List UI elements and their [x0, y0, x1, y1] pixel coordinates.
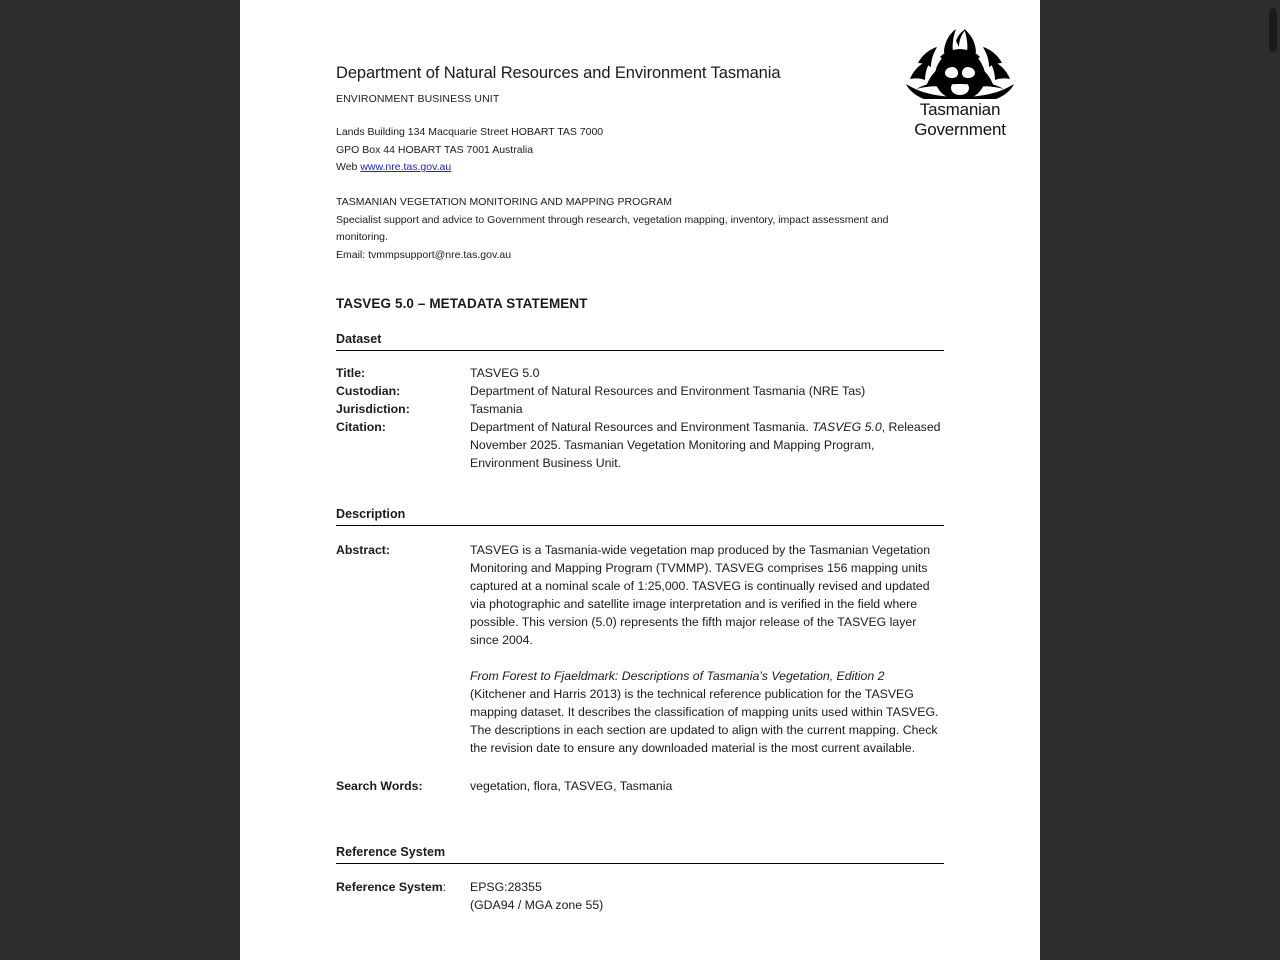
- reference-system-label-text: Reference System: [336, 880, 443, 894]
- citation-tail: , Released November 2025. Tasmanian Vegetation Monitoring and Mapping Program, Environment Business Unit.: [470, 420, 941, 470]
- reference-system-epsg: EPSG:28355: [470, 880, 542, 894]
- tasmanian-government-logo: [900, 27, 1020, 139]
- row-value-abstract: [470, 541, 942, 757]
- section-heading-reference-system: Reference System: [336, 845, 944, 864]
- row-value-custodian: Department of Natural Resources and Environment Tasmania (NRE Tas): [470, 384, 866, 398]
- web-prefix: Web: [336, 161, 361, 173]
- row-value-citation: [470, 418, 944, 472]
- table-row: [336, 364, 944, 382]
- row-label-title: Title:: [336, 366, 366, 380]
- section-heading-dataset: Dataset: [336, 332, 944, 351]
- row-label-search-words: Search Words:: [336, 779, 423, 793]
- row-label-abstract: Abstract:: [336, 543, 390, 557]
- abstract-reference-title: From Forest to Fjaeldmark: Descriptions of Tasmania’s Vegetation, Edition 2: [470, 669, 885, 683]
- reference-system-label-colon: :: [442, 880, 447, 894]
- table-row: [336, 777, 944, 795]
- row-value-search-words: vegetation, flora, TASVEG, Tasmania: [470, 779, 673, 793]
- reference-system-rows: [336, 878, 944, 914]
- citation-italic-title: TASVEG 5.0: [812, 420, 882, 434]
- row-label-reference-system: [336, 878, 470, 896]
- citation-lead: Department of Natural Resources and Environment Tasmania.: [470, 420, 813, 434]
- web-line: [336, 159, 603, 177]
- logo-text: [900, 100, 1020, 139]
- dataset-rows: [336, 364, 944, 472]
- table-row: [336, 541, 944, 757]
- abstract-paragraph-1: TASVEG is a Tasmania-wide vegetation map produced by the Tasmanian Vegetation Monitoring and Mapping Program (TVMMP). TASVEG comprises 156 mapping units captured at a nominal scale of 1:25,000. TASVEG is continually revised and updated via photographic and satellite image interpretation and is verified in the field where possible. This version (5.0) represents the fifth major release of the TASVEG layer since 2004.: [470, 543, 931, 647]
- address-block: [336, 124, 603, 177]
- tasmanian-devil-emblem-icon: [900, 27, 1020, 99]
- document-page: [240, 0, 1040, 960]
- website-link[interactable]: www.nre.tas.gov.au: [360, 161, 452, 173]
- department-title: Department of Natural Resources and Environment Tasmania: [336, 64, 781, 82]
- table-row: [336, 418, 944, 472]
- table-row: [336, 878, 944, 914]
- row-value-jurisdiction: Tasmania: [470, 402, 523, 416]
- program-block: [336, 194, 936, 264]
- row-value-title: TASVEG 5.0: [470, 366, 540, 380]
- address-line-2: GPO Box 44 HOBART TAS 7001 Australia: [336, 143, 534, 156]
- abstract-paragraph-2-rest: (Kitchener and Harris 2013) is the technical reference publication for the TASVEG mapping dataset. It describes the classification of mapping units used within TASVEG. The descriptions in each section are updated to align with the current mapping. Check the revision date to ensure any downloaded material is the most current available.: [470, 687, 939, 755]
- document-title: TASVEG 5.0 – METADATA STATEMENT: [336, 296, 588, 311]
- row-value-reference-system: [470, 878, 944, 914]
- row-label-custodian: Custodian:: [336, 384, 401, 398]
- abstract-paragraph-2: [470, 667, 942, 757]
- section-heading-description: Description: [336, 507, 944, 526]
- table-row: [336, 400, 944, 418]
- address-line-1: Lands Building 134 Macquarie Street HOBART TAS 7000: [336, 126, 604, 138]
- description-rows: [336, 541, 944, 795]
- reference-system-datum: (GDA94 / MGA zone 55): [470, 898, 604, 912]
- program-email: Email: tvmmpsupport@nre.tas.gov.au: [336, 248, 512, 261]
- program-description: Specialist support and advice to Government through research, vegetation mapping, inventory, impact assessment and monitoring.: [336, 213, 889, 243]
- row-label-jurisdiction: Jurisdiction:: [336, 402, 410, 416]
- section-description: [336, 507, 944, 795]
- vertical-scrollbar[interactable]: [1265, 0, 1280, 960]
- scrollbar-thumb[interactable]: [1269, 8, 1277, 52]
- program-name: TASMANIAN VEGETATION MONITORING AND MAPPING PROGRAM: [336, 196, 673, 208]
- business-unit-label: ENVIRONMENT BUSINESS UNIT: [336, 93, 500, 105]
- row-label-citation: Citation:: [336, 420, 386, 434]
- table-row: [336, 382, 944, 400]
- section-reference-system: [336, 845, 944, 914]
- logo-text-line-2: Government: [914, 119, 1006, 139]
- section-dataset: [336, 332, 944, 472]
- logo-text-line-1: Tasmanian: [919, 100, 1001, 119]
